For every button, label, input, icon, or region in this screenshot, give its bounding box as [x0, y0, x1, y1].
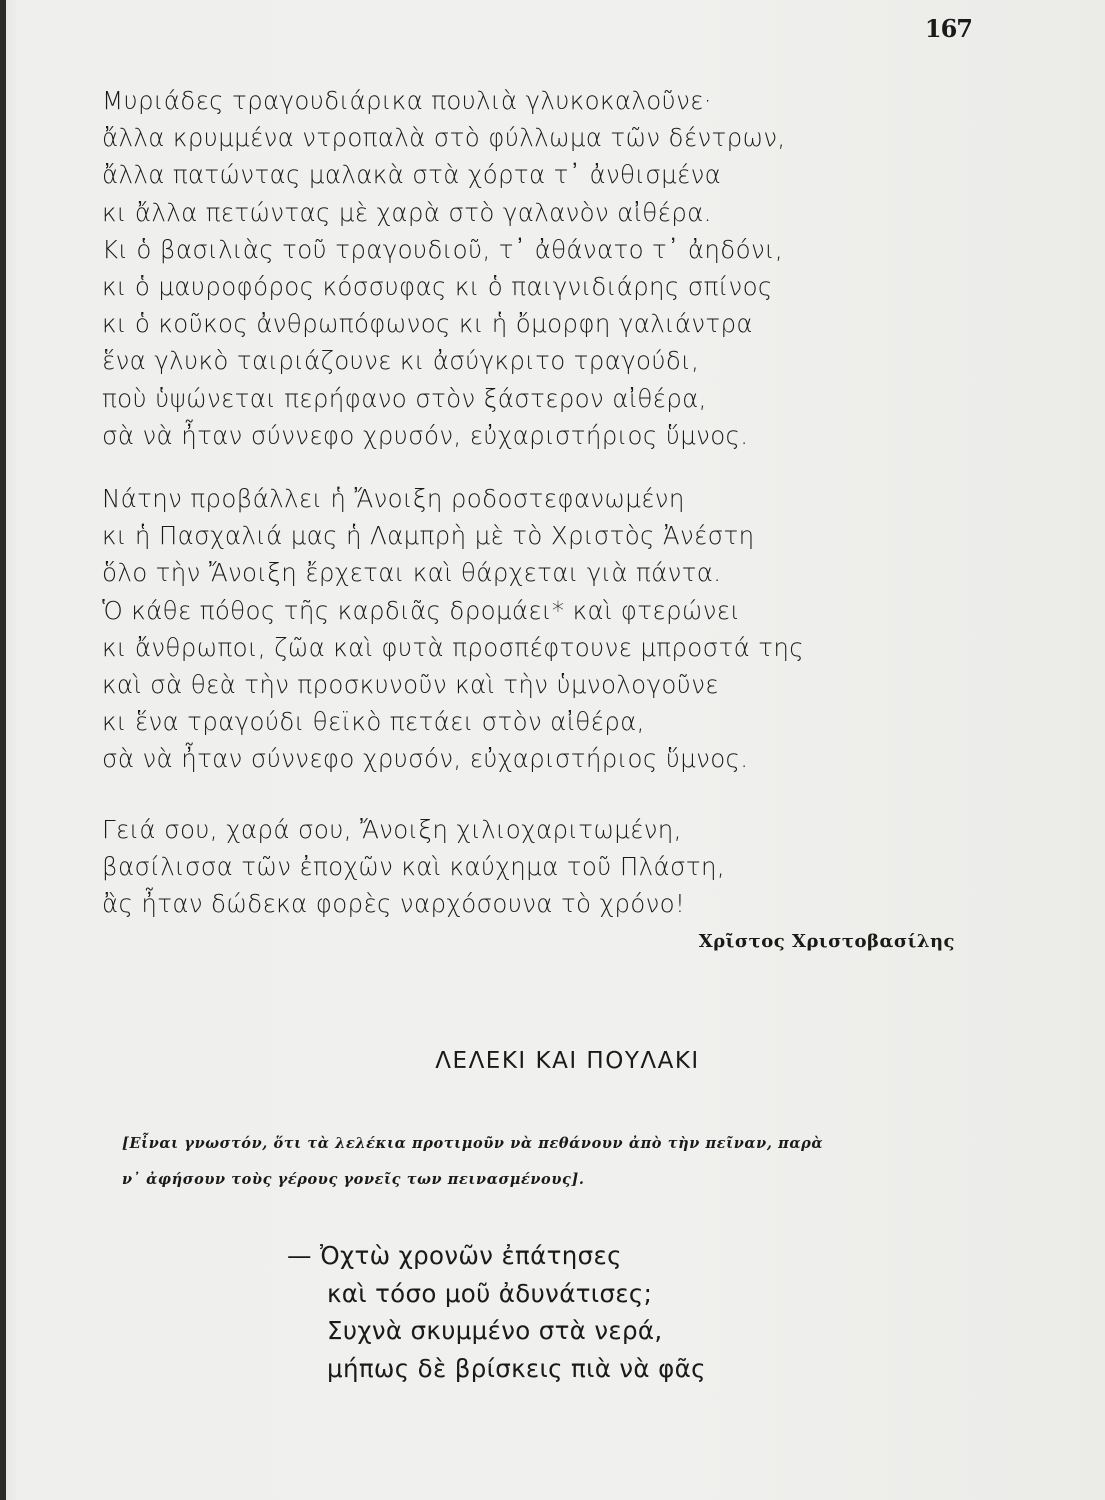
verse-line: κι ὁ μαυροφόρος κόσσυφας κι ὁ παιγνιδιάρης σπίνος	[102, 272, 773, 302]
verse-line: ἂς ἦταν δώδεκα φορὲς ναρχόσουνα τὸ χρόνο!	[102, 889, 686, 919]
verse-line: Νάτην προβάλλει ἡ Ἄνοιξη ροδοστεφανωμένη	[102, 484, 685, 513]
verse-line: ὅλο τὴν Ἄνοιξη ἔρχεται καὶ θάρχεται γιὰ πάντα.	[102, 558, 722, 588]
verse-line: σὰ νὰ ἦταν σύννεφο χρυσόν, εὐχαριστήριος ὕμνος.	[102, 744, 749, 774]
page-number: 167	[924, 14, 972, 43]
poem-title: ΛΕΛΕΚΙ ΚΑΙ ΠΟΥΛΑΚΙ	[435, 1048, 700, 1074]
poem-opening	[287, 1237, 706, 1387]
verse-line: Κι ὁ βασιλιὰς τοῦ τραγουδιοῦ, τ᾽ ἀθάνατο τ᾽ ἀηδόνι,	[102, 234, 783, 264]
scan-edge	[0, 0, 6, 1500]
note-line: ν᾽ ἀφήσουν τοὺς γέρους γονεῖς των πεινασμένους].	[122, 1171, 585, 1188]
verse-line: — Ὀχτὼ χρονῶν ἐπάτησες	[287, 1241, 622, 1270]
verse-line: κι ἄλλα πετώντας μὲ χαρὰ στὸ γαλανὸν αἰθέρα.	[102, 197, 712, 227]
verse-line: ἕνα γλυκὸ ταιριάζουνε κι ἀσύγκριτο τραγούδι,	[102, 346, 700, 376]
verse-line: καὶ τόσο μοῦ ἀδυνάτισες;	[327, 1278, 653, 1308]
verse-line: ποὺ ὑψώνεται περήφανο στὸν ξάστερον αἰθέρα,	[102, 383, 707, 413]
verse-line: κι ἕνα τραγούδι θεϊκὸ πετάει στὸν αἰθέρα,	[102, 707, 645, 737]
verse-line: σὰ νὰ ἦταν σύννεφο χρυσόν, εὐχαριστήριος ὕμνος.	[102, 420, 749, 450]
verse-line: ἄλλα κρυμμένα ντροπαλὰ στὸ φύλλωμα τῶν δέντρων,	[102, 123, 786, 153]
author-signature: Χρῖστος Χριστοβασίλης	[698, 931, 955, 952]
verse-line: κι ὁ κοῦκος ἀνθρωπόφωνος κι ἡ ὄμορφη γαλιάντρα	[102, 309, 753, 339]
verse-line: Γειά σου, χαρά σου, Ἄνοιξη χιλιοχαριτωμένη,	[102, 815, 682, 844]
verse-line: κι ἡ Πασχαλιά μας ἡ Λαμπρὴ μὲ τὸ Χριστὸς Ἀνέστη	[102, 521, 755, 551]
verse-line: βασίλισσα τῶν ἐποχῶν καὶ καύχημα τοῦ Πλάστη,	[102, 852, 725, 882]
stanza-2	[102, 480, 804, 778]
verse-line: μήπως δὲ βρίσκεις πιὰ νὰ φᾶς	[327, 1353, 706, 1383]
verse-line: Μυριάδες τραγουδιάρικα πουλιὰ γλυκοκαλοῦνε·	[102, 86, 712, 115]
verse-line: καὶ σὰ θεὰ τὴν προσκυνοῦν καὶ τὴν ὑμνολογοῦνε	[102, 670, 719, 700]
verse-line: Ὁ κάθε πόθος τῆς καρδιᾶς δρομάει* καὶ φτερώνει	[102, 595, 741, 625]
verse-line: Συχνὰ σκυμμένο στὰ νερά,	[327, 1316, 663, 1346]
verse-line: κι ἄνθρωποι, ζῶα καὶ φυτὰ προσπέφτουνε μπροστά της	[102, 632, 804, 662]
note-line: [Εἶναι γνωστόν, ὅτι τὰ λελέκια προτιμοῦν νὰ πεθάνουν ἀπὸ τὴν πεῖναν, παρὰ	[122, 1135, 824, 1152]
stanza-1	[102, 82, 786, 454]
stanza-3	[102, 811, 725, 923]
editorial-note	[122, 1126, 962, 1198]
verse-line: ἄλλα πατώντας μαλακὰ στὰ χόρτα τ᾽ ἀνθισμένα	[102, 160, 722, 190]
